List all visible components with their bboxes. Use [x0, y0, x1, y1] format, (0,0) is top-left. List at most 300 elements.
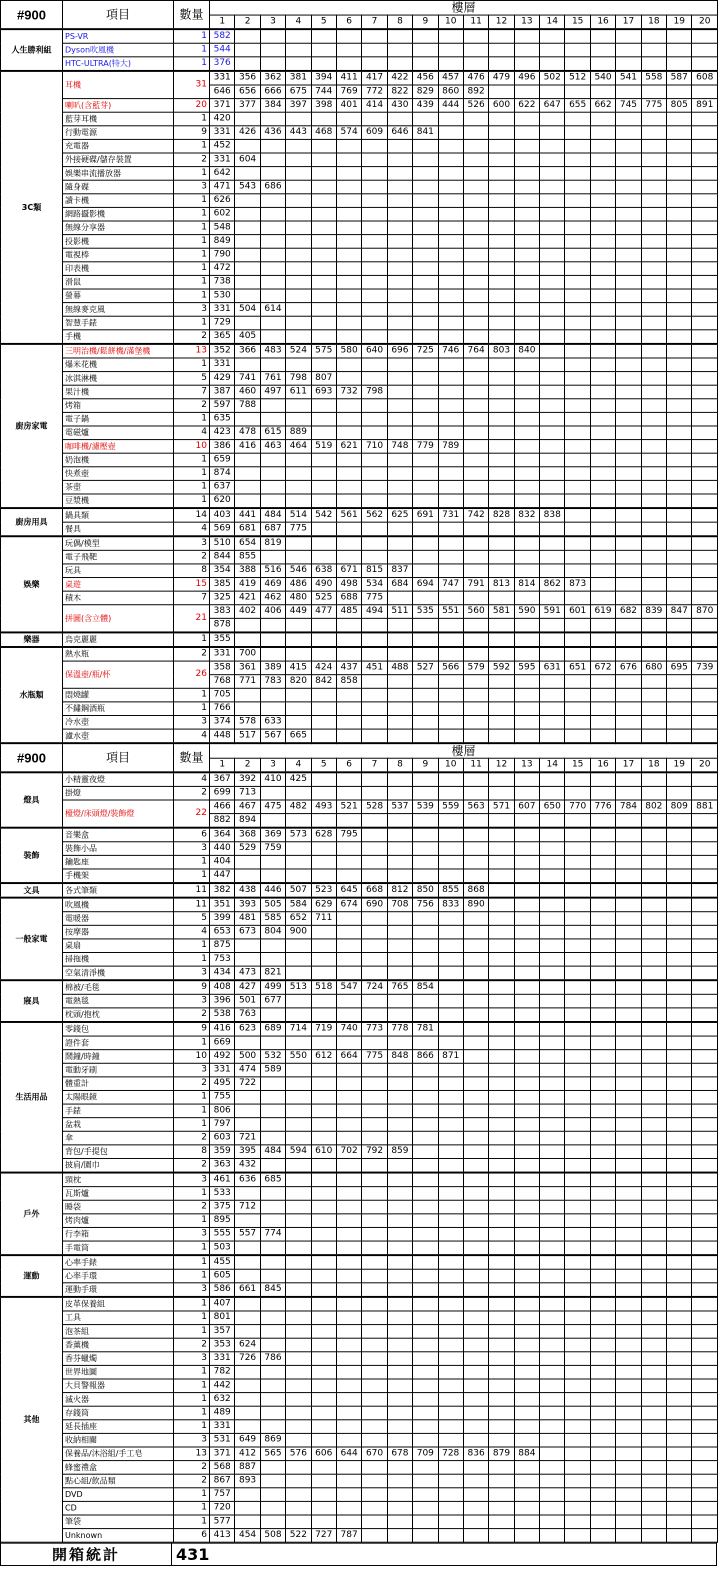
floor-cell — [286, 180, 311, 194]
floor-cell — [540, 1008, 565, 1022]
floor-cell — [514, 564, 539, 578]
floor-cell — [540, 591, 565, 605]
item-name: 熱水瓶 — [63, 647, 174, 661]
floor-cell: 398 — [311, 99, 336, 113]
floor-cell — [362, 1325, 387, 1339]
floor-cell: 396 — [210, 994, 235, 1008]
floor-cell: 879 — [489, 1447, 514, 1461]
floor-cell — [565, 399, 590, 413]
floor-cell — [362, 1365, 387, 1379]
floor-cell — [667, 412, 692, 426]
floor-cell — [565, 647, 590, 661]
floor-cell — [616, 1131, 641, 1145]
header-row — [1, 0, 718, 15]
floor-cell — [590, 1447, 615, 1461]
floor-cell — [641, 385, 666, 399]
floor-cell — [540, 994, 565, 1008]
floor-cell — [387, 289, 412, 303]
floor-cell — [286, 1433, 311, 1447]
floor-cell — [387, 550, 412, 564]
item-qty: 6 — [174, 1529, 210, 1543]
floor-cell — [362, 207, 387, 221]
floor-cell — [616, 275, 641, 289]
floor-cell — [336, 647, 361, 661]
floor-cell — [463, 966, 488, 980]
floor-cell: 781 — [413, 1022, 438, 1036]
table-row — [1, 688, 718, 702]
floor-cell — [260, 1325, 285, 1339]
floor-cell — [489, 1365, 514, 1379]
table-row — [1, 1158, 718, 1172]
floor-cell: 610 — [311, 1145, 336, 1159]
table-row — [1, 1461, 718, 1475]
floor-cell — [667, 702, 692, 716]
table-row — [1, 508, 718, 522]
floor-cell — [514, 898, 539, 912]
floor-cell — [362, 1433, 387, 1447]
table-row — [1, 1515, 718, 1529]
floor-cell — [387, 1255, 412, 1269]
floor-cell: 496 — [514, 71, 539, 85]
item-header: 項目 — [63, 743, 174, 772]
item-qty: 2 — [174, 1158, 210, 1172]
floor-cell — [235, 1501, 260, 1515]
item-qty: 1 — [174, 869, 210, 883]
floor-cell — [590, 591, 615, 605]
floor-cell — [463, 855, 488, 869]
floor-cell: 809 — [667, 800, 692, 814]
floor-cell — [438, 966, 463, 980]
floor-cell — [362, 925, 387, 939]
floor-cell: 686 — [260, 180, 285, 194]
floor-cell — [590, 344, 615, 358]
floor-cell — [565, 925, 590, 939]
floor-cell — [413, 207, 438, 221]
floor-cell — [540, 480, 565, 494]
floor-cell: 771 — [235, 675, 260, 689]
floor-cell — [286, 1214, 311, 1228]
floor-number: 15 — [565, 758, 590, 772]
floor-cell — [413, 29, 438, 43]
floor-cell — [438, 1008, 463, 1022]
floor-cell — [692, 167, 718, 181]
floor-cell — [336, 1338, 361, 1352]
table-row — [1, 591, 718, 605]
floor-cell — [336, 772, 361, 786]
floor-cell — [667, 715, 692, 729]
floor-cell — [286, 248, 311, 262]
floor-cell — [260, 467, 285, 481]
floor-cell — [489, 1379, 514, 1393]
floor-cell — [235, 221, 260, 235]
item-qty: 1 — [174, 248, 210, 262]
floor-cell — [438, 688, 463, 702]
floor-cell — [616, 578, 641, 592]
floor-cell — [590, 898, 615, 912]
floor-cell: 432 — [235, 1158, 260, 1172]
floor-cell — [463, 550, 488, 564]
floor-cell — [565, 953, 590, 967]
floor-cell: 636 — [235, 1173, 260, 1187]
table-row — [1, 1393, 718, 1407]
floor-cell — [489, 1269, 514, 1283]
floor-cell — [565, 828, 590, 842]
floor-cell — [514, 207, 539, 221]
floor-cell — [489, 1063, 514, 1077]
floor-cell — [692, 1529, 718, 1543]
floor-cell — [667, 632, 692, 647]
floor-cell — [514, 1420, 539, 1434]
floor-cell — [387, 330, 412, 344]
floor-cell — [692, 980, 718, 994]
floor-cell — [438, 57, 463, 71]
floor-cell — [387, 1461, 412, 1475]
item-qty: 2 — [174, 330, 210, 344]
floor-cell: 644 — [336, 1447, 361, 1461]
floor-cell — [286, 953, 311, 967]
floor-cell — [667, 1255, 692, 1269]
table-row — [1, 453, 718, 467]
floor-cell — [336, 235, 361, 249]
floor-cell — [514, 494, 539, 508]
floor-cell: 472 — [210, 262, 235, 276]
floor-cell: 819 — [260, 536, 285, 550]
floor-cell — [514, 912, 539, 926]
floor-cell — [362, 1474, 387, 1488]
floor-cell — [463, 248, 488, 262]
floor-cell — [565, 1379, 590, 1393]
floor-cell — [616, 1077, 641, 1091]
floor-cell — [667, 1352, 692, 1366]
floor-cell: 406 — [260, 605, 285, 619]
floor-cell — [616, 729, 641, 743]
model-header: #900 — [1, 0, 63, 29]
floor-cell: 331 — [210, 303, 235, 317]
floor-cell — [692, 57, 718, 71]
floor-cell: 468 — [311, 126, 336, 140]
floor-cell — [540, 29, 565, 43]
floor-cell: 694 — [413, 578, 438, 592]
item-name: 心率手環 — [63, 1269, 174, 1283]
item-name: DVD — [63, 1488, 174, 1502]
floor-cell — [463, 440, 488, 454]
floor-cell: 612 — [311, 1050, 336, 1064]
floor-cell — [489, 675, 514, 689]
floor-cell: 805 — [667, 99, 692, 113]
floor-cell — [514, 828, 539, 842]
floor-cell — [565, 898, 590, 912]
item-qty: 1 — [174, 1241, 210, 1255]
floor-cell — [692, 372, 718, 386]
floor-cell: 507 — [286, 883, 311, 898]
item-qty: 3 — [174, 180, 210, 194]
floor-cell — [692, 153, 718, 167]
floor-cell: 385 — [210, 578, 235, 592]
floor-cell — [413, 869, 438, 883]
floor-cell — [692, 1173, 718, 1187]
floor-cell — [438, 1090, 463, 1104]
floor-cell: 690 — [362, 898, 387, 912]
floor-cell: 685 — [260, 1173, 285, 1187]
floor-cell: 585 — [260, 912, 285, 926]
item-name: 拼圖(含立體) — [63, 605, 174, 633]
floor-cell — [311, 1104, 336, 1118]
table-row — [1, 1050, 718, 1064]
item-name: 爆米花機 — [63, 358, 174, 372]
table-row — [1, 966, 718, 980]
floor-cell — [438, 467, 463, 481]
floor-cell — [540, 248, 565, 262]
floor-cell — [590, 869, 615, 883]
floor-cell — [387, 248, 412, 262]
floor-cell — [667, 248, 692, 262]
floor-cell — [362, 1241, 387, 1255]
floor-cell: 775 — [286, 522, 311, 536]
floor-cell — [514, 235, 539, 249]
floor-cell — [311, 966, 336, 980]
floor-cell — [260, 1131, 285, 1145]
floor-cell — [616, 57, 641, 71]
item-name: 娛樂串流播放器 — [63, 167, 174, 181]
item-qty: 1 — [174, 167, 210, 181]
floor-cell: 806 — [210, 1104, 235, 1118]
floor-cell — [463, 1365, 488, 1379]
floor-cell — [565, 855, 590, 869]
floor-cell — [336, 966, 361, 980]
floor-cell — [565, 1255, 590, 1269]
floor-cell — [565, 1022, 590, 1036]
floor-cell: 522 — [286, 1529, 311, 1543]
floor-cell — [463, 786, 488, 800]
floor-cell — [311, 1227, 336, 1241]
floor-cell — [235, 235, 260, 249]
floor-cell: 365 — [210, 330, 235, 344]
floor-cell — [692, 480, 718, 494]
floor-cell — [362, 842, 387, 856]
item-qty: 1 — [174, 1255, 210, 1269]
item-name: 泡茶組 — [63, 1325, 174, 1339]
floor-cell — [413, 1420, 438, 1434]
floor-cell: 551 — [438, 605, 463, 619]
floor-cell — [667, 994, 692, 1008]
table-row — [1, 194, 718, 208]
item-qty: 3 — [174, 536, 210, 550]
floor-cell — [311, 194, 336, 208]
floor-cell — [641, 399, 666, 413]
floor-cell — [235, 1311, 260, 1325]
floor-cell — [463, 688, 488, 702]
table-row — [1, 772, 718, 786]
floor-cell: 512 — [565, 71, 590, 85]
floor-cell — [336, 1131, 361, 1145]
floor-cell — [362, 494, 387, 508]
floor-cell: 576 — [286, 1447, 311, 1461]
floor-cell — [565, 536, 590, 550]
table-row — [1, 275, 718, 289]
floor-cell — [286, 453, 311, 467]
floor-cell — [235, 167, 260, 181]
floor-cell — [463, 1022, 488, 1036]
floor-cell — [616, 898, 641, 912]
floor-cell — [235, 1379, 260, 1393]
floor-cell — [489, 925, 514, 939]
floor-cell — [616, 235, 641, 249]
floor-cell — [590, 1104, 615, 1118]
floor-cell — [514, 1338, 539, 1352]
floor-cell — [692, 1379, 718, 1393]
item-qty: 6 — [174, 828, 210, 842]
floor-cell — [489, 126, 514, 140]
floor-cell — [692, 898, 718, 912]
item-name: 外接硬碟/儲存裝置 — [63, 153, 174, 167]
floor-cell — [362, 221, 387, 235]
floor-number: 6 — [336, 758, 361, 772]
floor-cell — [286, 1077, 311, 1091]
floor-cell — [336, 912, 361, 926]
floor-cell — [362, 1227, 387, 1241]
floor-cell — [387, 939, 412, 953]
floor-number: 1 — [210, 15, 235, 29]
floor-cell — [413, 1063, 438, 1077]
floor-cell — [336, 180, 361, 194]
floor-cell: 499 — [260, 980, 285, 994]
item-name: 音樂盒 — [63, 828, 174, 842]
floor-cell — [514, 1393, 539, 1407]
floor-cell — [311, 1241, 336, 1255]
floor-cell: 638 — [311, 564, 336, 578]
floor-cell — [336, 814, 361, 828]
floor-cell — [336, 1311, 361, 1325]
floor-cell — [362, 688, 387, 702]
floor-cell: 460 — [235, 385, 260, 399]
floor-cell — [362, 855, 387, 869]
floor-cell — [286, 536, 311, 550]
floor-cell — [387, 912, 412, 926]
floor-cell — [565, 153, 590, 167]
floor-cell: 331 — [210, 153, 235, 167]
floor-cell: 600 — [489, 99, 514, 113]
floor-cell — [463, 1255, 488, 1269]
floor-cell — [692, 536, 718, 550]
floor-cell — [387, 153, 412, 167]
table-row — [1, 1022, 718, 1036]
floor-cell — [565, 966, 590, 980]
floor-cell — [311, 814, 336, 828]
floor-cell — [311, 412, 336, 426]
floor-cell — [641, 1365, 666, 1379]
floor-cell — [590, 1187, 615, 1201]
floor-cell — [641, 869, 666, 883]
floor-cell — [413, 1352, 438, 1366]
floor-cell — [463, 1420, 488, 1434]
floor-cell: 437 — [336, 661, 361, 675]
floor-cell — [336, 426, 361, 440]
floor-cell — [438, 550, 463, 564]
floor-cell — [286, 480, 311, 494]
floor-cell — [311, 1474, 336, 1488]
floor-cell — [260, 207, 285, 221]
floor-cell — [235, 139, 260, 153]
floor-cell — [311, 522, 336, 536]
floor-cell: 368 — [235, 828, 260, 842]
floor-cell — [641, 1090, 666, 1104]
floor-cell — [311, 494, 336, 508]
floor-cell — [692, 1104, 718, 1118]
floor-cell: 484 — [260, 1145, 285, 1159]
floor-cell — [336, 480, 361, 494]
floor-cell — [667, 385, 692, 399]
floor-cell — [565, 1325, 590, 1339]
floor-cell: 447 — [210, 869, 235, 883]
item-qty: 5 — [174, 912, 210, 926]
floor-cell — [565, 112, 590, 126]
floor-cell — [590, 139, 615, 153]
floor-cell — [667, 1474, 692, 1488]
floor-cell: 594 — [286, 1145, 311, 1159]
floor-cell — [692, 180, 718, 194]
floor-cell — [590, 1255, 615, 1269]
floor-cell — [286, 275, 311, 289]
table-row — [1, 1131, 718, 1145]
floor-cell — [616, 126, 641, 140]
floor-cell — [540, 180, 565, 194]
floor-cell — [641, 1393, 666, 1407]
floor-cell — [692, 126, 718, 140]
floor-cell — [413, 372, 438, 386]
floor-cell — [540, 1187, 565, 1201]
floor-cell — [641, 275, 666, 289]
item-qty: 1 — [174, 632, 210, 647]
floor-cell: 399 — [210, 912, 235, 926]
floor-cell: 589 — [260, 1063, 285, 1077]
floor-cell — [387, 1158, 412, 1172]
item-name: 按摩器 — [63, 925, 174, 939]
floor-cell — [311, 275, 336, 289]
floor-cell: 646 — [387, 126, 412, 140]
table-row — [1, 1145, 718, 1159]
floor-cell — [438, 632, 463, 647]
floor-cell — [489, 1050, 514, 1064]
floor-cell — [667, 1104, 692, 1118]
item-qty: 4 — [174, 426, 210, 440]
floor-cell — [692, 1393, 718, 1407]
floor-cell — [641, 316, 666, 330]
floor-cell: 403 — [210, 508, 235, 522]
floor-cell — [667, 1090, 692, 1104]
floor-cell — [463, 828, 488, 842]
floor-cell — [489, 1283, 514, 1297]
floor-cell — [514, 1118, 539, 1132]
floor-cell — [413, 939, 438, 953]
item-name: 手機架 — [63, 869, 174, 883]
floor-cell — [413, 303, 438, 317]
floor-cell — [438, 953, 463, 967]
item-qty: 10 — [174, 440, 210, 454]
floor-cell — [489, 729, 514, 743]
floor-cell — [489, 1145, 514, 1159]
floor-cell — [489, 855, 514, 869]
floor-cell — [286, 855, 311, 869]
floor-cell — [667, 647, 692, 661]
floor-cell — [413, 1187, 438, 1201]
item-qty: 13 — [174, 1447, 210, 1461]
floor-cell — [413, 453, 438, 467]
floor-cell — [692, 772, 718, 786]
floor-cell: 829 — [413, 85, 438, 99]
floor-cell — [540, 564, 565, 578]
floor-cell — [286, 1158, 311, 1172]
floor-cell — [311, 248, 336, 262]
